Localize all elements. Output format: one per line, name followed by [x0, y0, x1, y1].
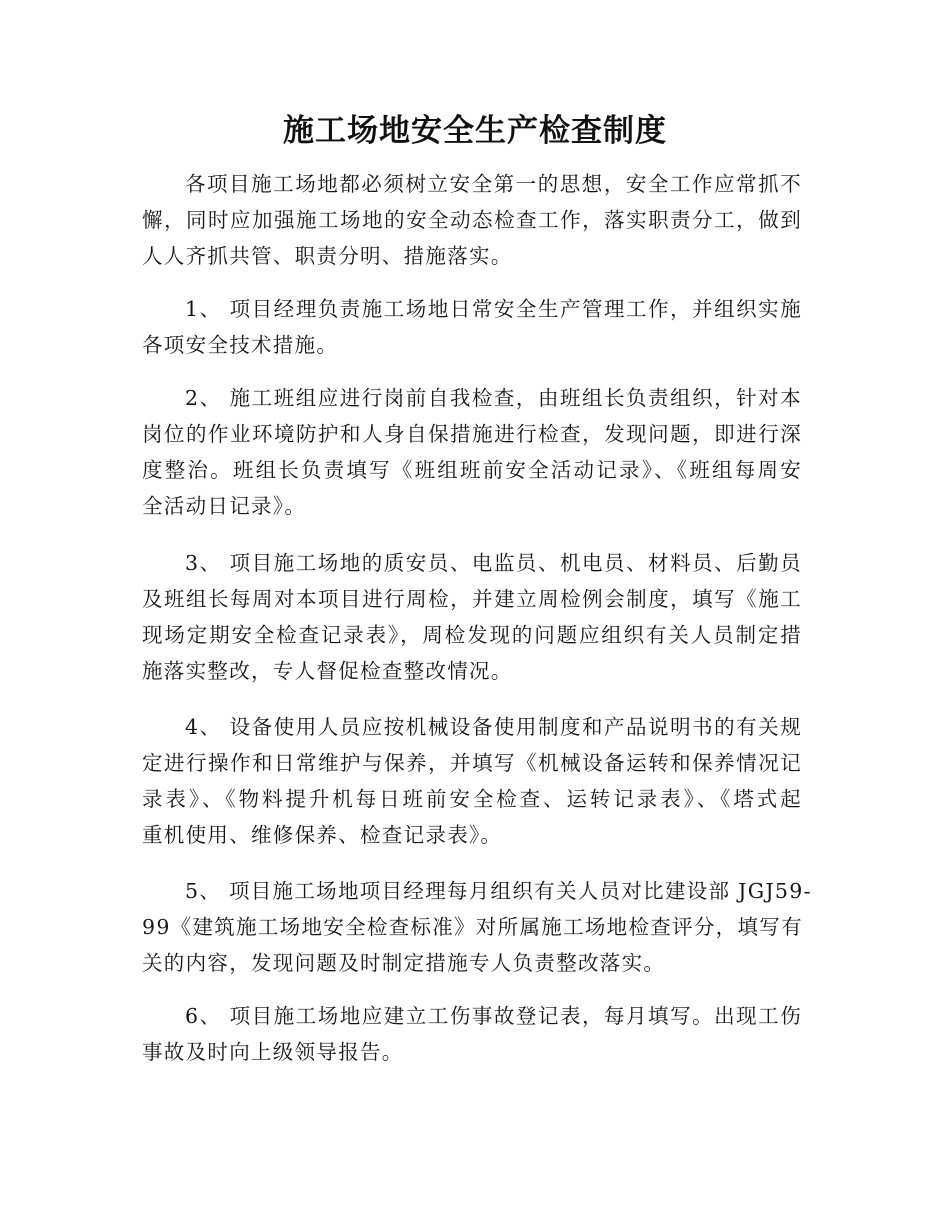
paragraph-line: 全活动日记录》。 [142, 494, 307, 518]
paragraph-line: 3、 项目施工场地的质安员、电监员、机电员、材料员、后勤员 [185, 551, 802, 575]
paragraph-line: 关的内容，发现问题及时制定措施专人负责整改落实。 [142, 951, 666, 975]
paragraph-line: 事故及时向上级领导报告。 [142, 1040, 404, 1064]
paragraph-line: 5、 项目施工场地项目经理每月组织有关人员对比建设部 JGJ59- [185, 879, 812, 903]
paragraph-line: 录表》、《物料提升机每日班前安全检查、运转记录表》、《塔式起 [142, 787, 802, 811]
paragraph-line: 各项目施工场地都必须树立安全第一的思想，安全工作应常抓不 [185, 172, 802, 196]
clause-1-paragraph [142, 291, 802, 363]
paragraph-line: 各项安全技术措施。 [142, 333, 339, 357]
clause-5-paragraph [142, 873, 812, 981]
paragraph-line: 4、 设备使用人员应按机械设备使用制度和产品说明书的有关规 [185, 715, 802, 739]
paragraph-line: 定进行操作和日常维护与保养，并填写《机械设备运转和保养情况记 [142, 751, 802, 775]
paragraph-line: 重机使用、维修保养、检查记录表》。 [142, 823, 503, 847]
clause-3-paragraph [142, 545, 802, 689]
paragraph-line: 99《建筑施工场地安全检查标准》对所属施工场地检查评分，填写有 [142, 915, 803, 939]
clause-6-paragraph [142, 998, 802, 1070]
document-title: 施工场地安全生产检查制度 [283, 113, 667, 149]
clause-2-paragraph [142, 380, 802, 524]
intro-paragraph [142, 166, 802, 274]
paragraph-line: 施落实整改，专人督促检查整改情况。 [142, 659, 513, 683]
paragraph-line: 1、 项目经理负责施工场地日常安全生产管理工作，并组织实施 [185, 297, 802, 321]
paragraph-line: 度整治。班组长负责填写《班组班前安全活动记录》、《班组每周安 [142, 458, 802, 482]
paragraph-line: 2、 施工班组应进行岗前自我检查，由班组长负责组织，针对本 [185, 386, 802, 410]
paragraph-line: 人人齐抓共管、职责分明、措施落实。 [142, 244, 513, 268]
paragraph-line: 6、 项目施工场地应建立工伤事故登记表，每月填写。出现工伤 [185, 1004, 802, 1028]
clause-4-paragraph [142, 709, 802, 853]
paragraph-line: 及班组长每周对本项目进行周检，并建立周检例会制度，填写《施工 [142, 587, 802, 611]
paragraph-line: 懈，同时应加强施工场地的安全动态检查工作，落实职责分工，做到 [142, 208, 802, 232]
paragraph-line: 岗位的作业环境防护和人身自保措施进行检查，发现问题，即进行深 [142, 422, 802, 446]
paragraph-line: 现场定期安全检查记录表》，周检发现的问题应组织有关人员制定措 [142, 623, 802, 647]
